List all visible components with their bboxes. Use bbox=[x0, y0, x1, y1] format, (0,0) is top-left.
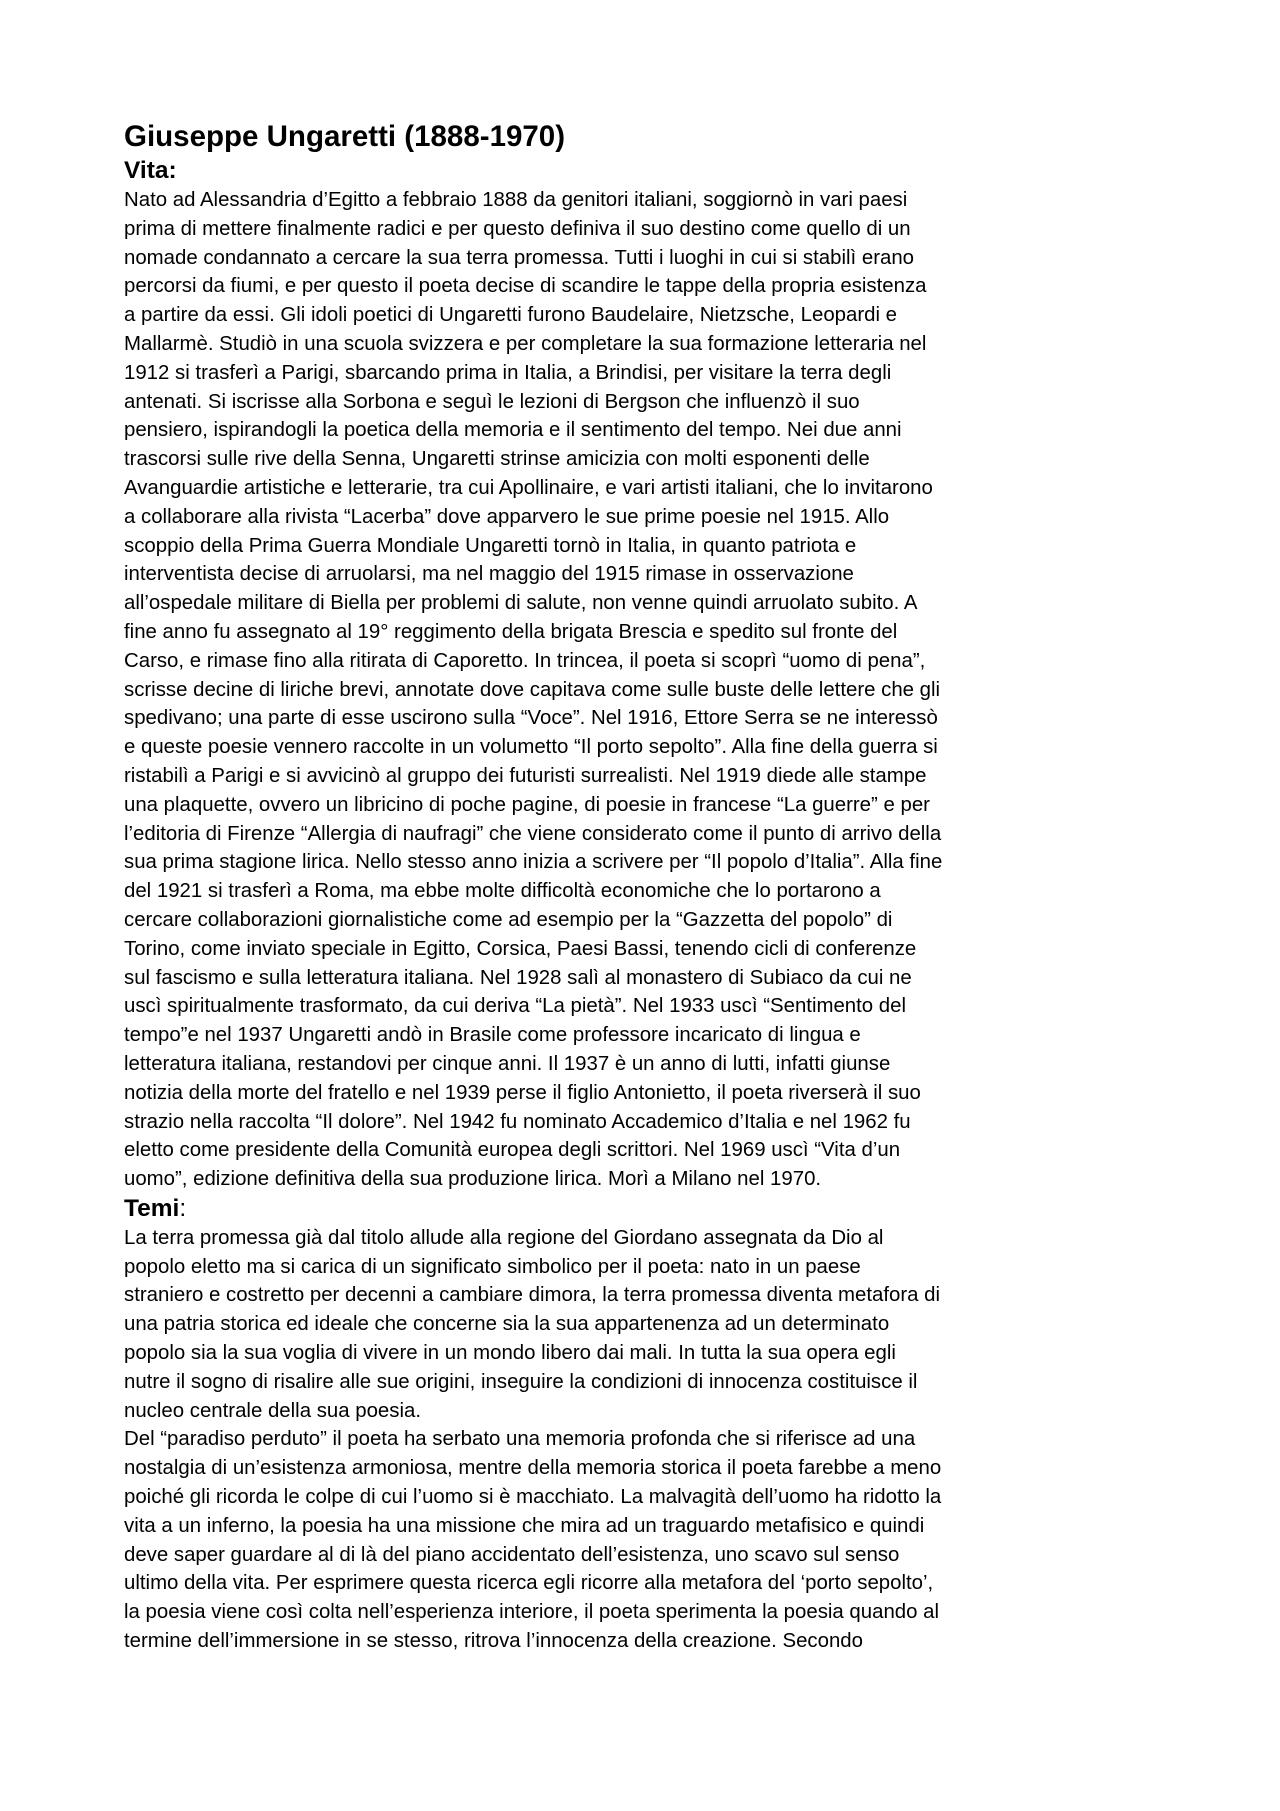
text-line: una plaquette, ovvero un libricino di poche pagine, di poesie in francese “La guerre” e per bbox=[124, 793, 930, 816]
section-heading-vita-text: Vita bbox=[124, 157, 169, 184]
section-heading-vita bbox=[124, 156, 1169, 186]
text-line: interventista decise di arruolarsi, ma nel maggio del 1915 rimase in osservazione bbox=[124, 563, 854, 586]
paragraph-temi-2 bbox=[124, 1425, 1169, 1655]
section-heading-temi bbox=[124, 1194, 1169, 1224]
text-line: Avanguardie artistiche e letterarie, tra cui Apollinaire, e vari artisti italiani, che lo invitarono bbox=[124, 476, 933, 499]
text-line: popolo eletto ma si carica di un significato simbolico per il poeta: nato in un paese bbox=[124, 1255, 861, 1278]
text-line: La terra promessa già dal titolo allude alla regione del Giordano assegnata da Dio al bbox=[124, 1226, 884, 1249]
text-line: poiché gli ricorda le colpe di cui l’uomo si è macchiato. La malvagità dell’uomo ha ridotto la bbox=[124, 1486, 942, 1509]
text-line: uomo”, edizione definitiva della sua produzione lirica. Morì a Milano nel 1970. bbox=[124, 1168, 822, 1191]
text-line: trascorsi sulle rive della Senna, Ungaretti strinse amicizia con molti esponenti delle bbox=[124, 448, 870, 471]
text-line: vita a un inferno, la poesia ha una missione che mira ad un traguardo metafisico e quindi bbox=[124, 1514, 925, 1537]
text-line: cercare collaborazioni giornalistiche come ad esempio per la “Gazzetta del popolo” di bbox=[124, 908, 893, 931]
text-line: termine dell’immersione in se stesso, ritrova l’innocenza della creazione. Secondo bbox=[124, 1630, 863, 1653]
section-vita bbox=[124, 156, 1169, 1194]
text-line: uscì spiritualmente trasformato, da cui deriva “La pietà”. Nel 1933 uscì “Sentimento del bbox=[124, 995, 907, 1018]
text-line: tempo”e nel 1937 Ungaretti andò in Brasile come professore incaricato di lingua e bbox=[124, 1024, 861, 1047]
paragraph-temi-1 bbox=[124, 1224, 1169, 1426]
text-line: la poesia viene così colta nell’esperienza interiore, il poeta sperimenta la poesia quando al bbox=[124, 1601, 939, 1624]
text-line: popolo sia la sua voglia di vivere in un mondo libero dai mali. In tutta la sua opera egli bbox=[124, 1342, 896, 1365]
text-line: eletto come presidente della Comunità europea degli scrittori. Nel 1969 uscì “Vita d’un bbox=[124, 1139, 901, 1162]
section-heading-temi-text: Temi bbox=[124, 1194, 180, 1222]
text-line: fine anno fu assegnato al 19° reggimento della brigata Brescia e spedito sul fronte del bbox=[124, 620, 898, 643]
text-line: deve saper guardare al di là del piano accidentato dell’esistenza, uno scavo sul senso bbox=[124, 1543, 900, 1566]
text-line: pensiero, ispirandogli la poetica della memoria e il sentimento del tempo. Nei due anni bbox=[124, 419, 902, 442]
section-temi bbox=[124, 1194, 1169, 1656]
text-line: del 1921 si trasferì a Roma, ma ebbe molte difficoltà economiche che lo portarono a bbox=[124, 880, 881, 903]
text-line: prima di mettere finalmente radici e per questo definiva il suo destino come quello di un bbox=[124, 217, 911, 240]
text-line: Mallarmè. Studiò in una scuola svizzera e per completare la sua formazione letteraria nel bbox=[124, 332, 927, 355]
text-line: nostalgia di un’esistenza armoniosa, mentre della memoria storica il poeta farebbe a meno bbox=[124, 1457, 942, 1480]
text-line: Nato ad Alessandria d’Egitto a febbraio 1888 da genitori italiani, soggiornò in vari paesi bbox=[124, 189, 908, 211]
text-line: strazio nella raccolta “Il dolore”. Nel 1942 fu nominato Accademico d’Italia e nel 1962 fu bbox=[124, 1110, 911, 1133]
text-line: sua prima stagione lirica. Nello stesso anno inizia a scrivere per “Il popolo d’Italia”. Alla fine bbox=[124, 851, 943, 874]
text-line: ultimo della vita. Per esprimere questa ricerca egli ricorre alla metafora del ‘porto sepolto’, bbox=[124, 1572, 934, 1595]
text-line: l’editoria di Firenze “Allergia di naufragi” che viene considerato come il punto di arrivo della bbox=[124, 822, 942, 845]
text-line: nomade condannato a cercare la sua terra promessa. Tutti i luoghi in cui si stabilì erano bbox=[124, 246, 915, 269]
section-heading-vita-colon: : bbox=[168, 157, 177, 184]
text-line: a collaborare alla rivista “Lacerba” dove apparvero le sue prime poesie nel 1915. Allo bbox=[124, 505, 890, 528]
section-heading-temi-colon: : bbox=[179, 1194, 187, 1222]
text-line: scoppio della Prima Guerra Mondiale Ungaretti tornò in Italia, in quanto patriota e bbox=[124, 534, 857, 557]
text-line: 1912 si trasferì a Parigi, sbarcando prima in Italia, a Brindisi, per visitare la terra degli bbox=[124, 361, 892, 384]
text-line: percorsi da fiumi, e per questo il poeta decise di scandire le tappe della propria esistenza bbox=[124, 275, 927, 298]
text-line: notizia della morte del fratello e nel 1939 perse il figlio Antonietto, il poeta riverserà il suo bbox=[124, 1081, 921, 1104]
text-line: ristabilì a Parigi e si avvicinò al gruppo dei futuristi surrealisti. Nel 1919 diede alle stampe bbox=[124, 764, 927, 787]
text-line: letteratura italiana, restandovi per cinque anni. Il 1937 è un anno di lutti, infatti giunse bbox=[124, 1052, 891, 1075]
text-line: nucleo centrale della sua poesia. bbox=[124, 1399, 421, 1422]
text-line: all’ospedale militare di Biella per problemi di salute, non venne quindi arruolato subito. A bbox=[124, 592, 918, 615]
document-title: Giuseppe Ungaretti (1888-1970) bbox=[124, 120, 566, 153]
text-line: a partire da essi. Gli idoli poetici di Ungaretti furono Baudelaire, Nietzsche, Leopardi e bbox=[124, 304, 898, 327]
text-line: sul fascismo e sulla letteratura italiana. Nel 1928 salì al monastero di Subiaco da cui ne bbox=[124, 966, 912, 989]
text-line: Del “paradiso perduto” il poeta ha serbato una memoria profonda che si riferisce ad una bbox=[124, 1428, 916, 1451]
document-page bbox=[124, 118, 1169, 1656]
text-line: antenati. Si iscrisse alla Sorbona e seguì le lezioni di Bergson che influenzò il suo bbox=[124, 390, 860, 413]
text-line: spedivano; una parte di esse uscirono sulla “Voce”. Nel 1916, Ettore Serra se ne interessò bbox=[124, 707, 938, 730]
text-line: una patria storica ed ideale che concerne sia la sua appartenenza ad un determinato bbox=[124, 1313, 890, 1336]
text-line: scrisse decine di liriche brevi, annotate dove capitava come sulle buste delle lettere che gli bbox=[124, 678, 941, 701]
text-line: straniero e costretto per decenni a cambiare dimora, la terra promessa diventa metafora di bbox=[124, 1284, 941, 1307]
text-line: Carso, e rimase fino alla ritirata di Caporetto. In trincea, il poeta si scoprì “uomo di pena”, bbox=[124, 649, 926, 672]
text-line: e queste poesie vennero raccolte in un volumetto “Il porto sepolto”. Alla fine della guerra si bbox=[124, 736, 938, 759]
text-line: nutre il sogno di risalire alle sue origini, inseguire la condizioni di innocenza costituisce il bbox=[124, 1370, 918, 1393]
paragraph-vita-1 bbox=[124, 186, 1169, 1194]
text-line: Torino, come inviato speciale in Egitto, Corsica, Paesi Bassi, tenendo cicli di conferenze bbox=[124, 937, 917, 960]
